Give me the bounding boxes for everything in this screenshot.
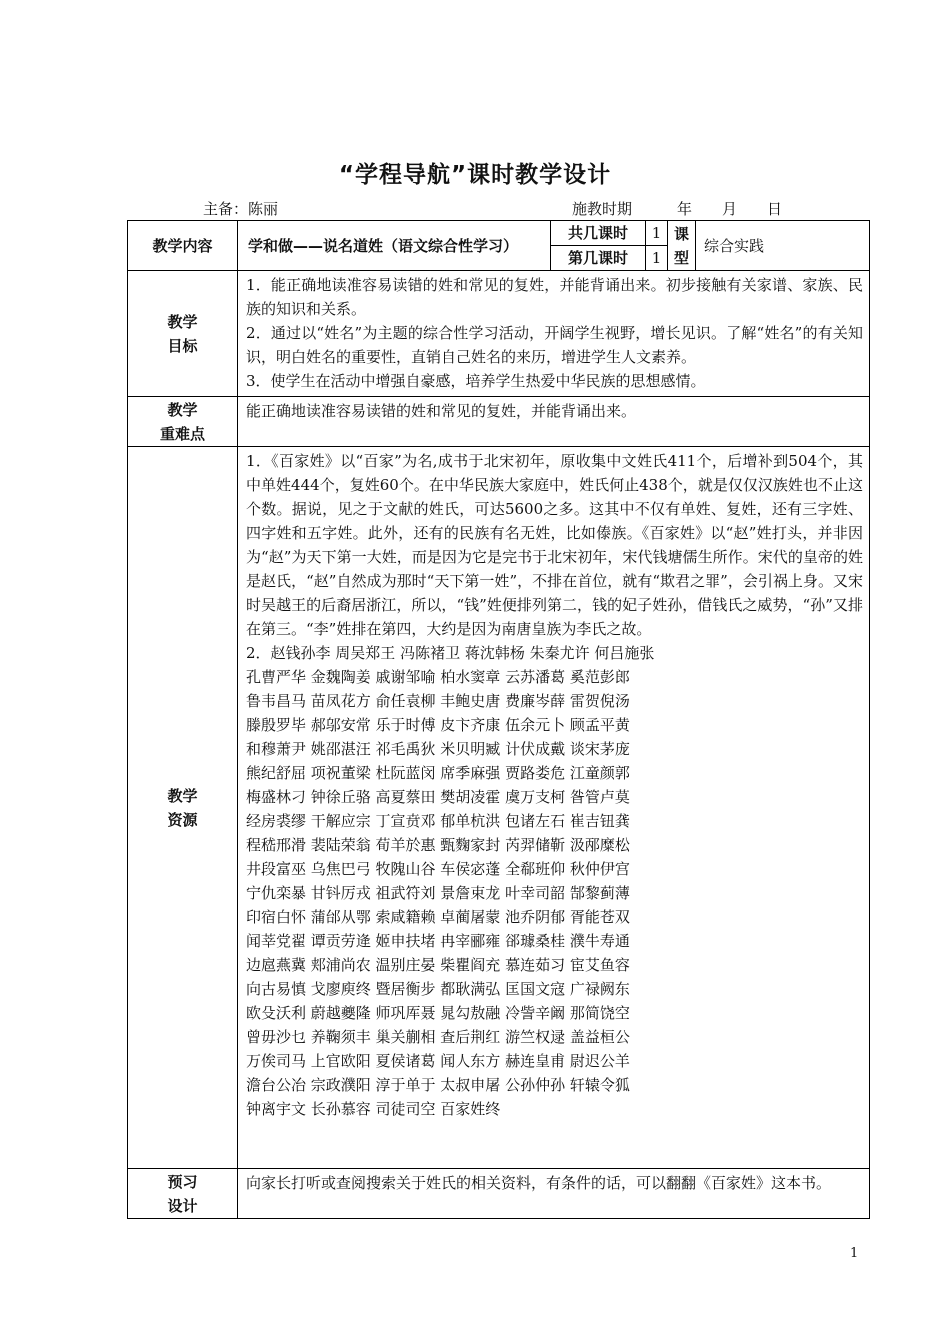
surnames-line: 闻莘党翟 谭贡劳逄 姬申扶堵 冉宰郦雍 郤璩桑桂 濮牛寿通 [246,932,630,950]
lesson-type-value: 综合实践 [696,221,870,271]
surnames-line: 2．赵钱孙李 周吴郑王 冯陈褚卫 蒋沈韩杨 朱秦尤许 何吕施张 [246,644,655,662]
surnames-line: 宁仇栾暴 甘钭厉戎 祖武符刘 景詹束龙 叶幸司韶 郜黎蓟薄 [246,884,630,902]
which-lesson-label: 第几课时 [551,246,646,271]
surnames-line: 欧殳沃利 蔚越夔隆 师巩厍聂 晁勾敖融 冷訾辛阚 那简饶空 [246,1004,630,1022]
goal-item: 1．能正确地读准容易读错的姓和常见的复姓，并能背诵出来。初步接触有关家谱、家族、民族的知识和关系。 [246,276,863,318]
preview-content: 向家长打听或查阅搜索关于姓氏的相关资料，有条件的话，可以翻翻《百家姓》这本书。 [238,1169,870,1219]
surnames-line: 和穆萧尹 姚邵湛汪 祁毛禹狄 米贝明臧 计伏成戴 谈宋茅庞 [246,740,630,758]
surnames-line: 孔曹严华 金魏陶姜 戚谢邹喻 柏水窦章 云苏潘葛 奚范彭郎 [246,668,630,686]
page-title: “学程导航”课时教学设计 [338,162,612,188]
key-points-content: 能正确地读准容易读错的姓和常见的复姓，并能背诵出来。 [238,397,870,447]
surnames-line: 万俟司马 上官欧阳 夏侯诸葛 闻人东方 赫连皇甫 尉迟公羊 [246,1052,630,1070]
goal-item: 3．使学生在活动中增强自豪感，培养学生热爱中华民族的思想感情。 [246,372,706,390]
preview-label-2: 设计 [167,1196,198,1215]
total-lessons-value: 1 [646,221,668,246]
which-lesson-value: 1 [646,246,668,271]
resources-label-1: 教学 [167,786,198,805]
author-line: 主备：陈丽 [203,200,279,218]
surnames-line: 边扈燕冀 郏浦尚农 温别庄晏 柴瞿阎充 慕连茹习 宦艾鱼容 [246,956,630,974]
preview-label-1: 预习 [167,1172,198,1191]
surnames-line: 曾毋沙乜 养鞠须丰 巢关蒯相 查后荆红 游竺权逯 盖益桓公 [246,1028,630,1046]
surnames-line: 熊纪舒屈 项祝董梁 杜阮蓝闵 席季麻强 贾路娄危 江童颜郭 [246,764,630,782]
date-line: 施教时期 年 月 日 [572,200,783,218]
surnames-line: 印宿白怀 蒲邰从鄂 索咸籍赖 卓蔺屠蒙 池乔阴郁 胥能苍双 [246,908,630,926]
surnames-line: 滕殷罗毕 郝邬安常 乐于时傅 皮卞齐康 伍余元卜 顾孟平黄 [246,716,630,734]
lesson-type-label-2: 型 [673,248,689,267]
resources-paragraph: 1．《百家姓》以“百家”为名,成书于北宋初年，原收集中文姓氏411个，后增补到504个，其中单姓444个，复姓60个。在中华民族大家庭中，姓氏何止438个，就是仅仅汉族姓也不止这个数。据说，见之于文献的姓氏，可达5600之多。这其中不仅有单姓、复姓，还有三字姓、四字姓和五字姓。此外，还有的民族有名无姓，比如傣族。《百家姓》以“赵”姓打头，并非因为“赵”为天下第一大姓，而是因为它是完书于北宋初年，宋代钱塘儒生所作。宋代的皇帝的姓是赵氏，“赵”自然成为那时“天下第一姓”，不排在首位，就有“欺君之罪”，会引祸上身。又宋时吴越王的后裔居浙江，所以，“钱”姓便排列第二，钱的妃子姓孙，借钱氏之威势，“孙”又排在第三。“李”姓排在第四，大约是因为南唐皇族为李氏之故。 [246,452,863,638]
goals-label-1: 教学 [167,312,198,331]
lesson-plan-table [127,220,870,1219]
resources-row [128,447,870,1169]
surnames-line: 钟离宇文 长孙慕容 司徒司空 百家姓终 [246,1100,501,1118]
resources-label-2: 资源 [167,810,198,829]
goal-item: 2．通过以“姓名”为主题的综合性学习活动，开阔学生视野，增长见识。了解“姓名”的有关知识，明白姓名的重要性，直销自己姓名的来历，增进学生人文素养。 [246,324,863,366]
key-points-label-1: 教学 [167,400,198,419]
surnames-line: 向古易慎 戈廖庾终 暨居衡步 都耿满弘 匡国文寇 广禄阙东 [246,980,630,998]
surnames-line: 梅盛林刁 钟徐丘骆 高夏蔡田 樊胡凌霍 虞万支柯 昝管卢莫 [246,788,630,806]
page-number: 1 [850,1246,859,1261]
content-value: 学和做——说名道姓（语文综合性学习） [238,221,551,271]
surnames-list [246,641,863,1121]
goals-content [238,271,870,397]
goals-row [128,271,870,397]
goals-label [128,271,238,397]
key-points-label [128,397,238,447]
resources-content [238,447,870,1169]
preview-row [128,1169,870,1219]
surnames-line: 井段富巫 乌焦巴弓 牧隗山谷 车侯宓蓬 全郗班仰 秋仲伊宫 [246,860,630,878]
surnames-line: 鲁韦昌马 苗凤花方 俞任袁柳 丰鲍史唐 费廉岑薛 雷贺倪汤 [246,692,630,710]
header-row-1 [128,221,870,246]
content-label: 教学内容 [128,221,238,271]
surnames-line: 经房裘缪 干解应宗 丁宣贲邓 郁单杭洪 包诸左石 崔吉钮龚 [246,812,630,830]
surnames-line: 程嵇邢滑 裴陆荣翁 荀羊於惠 甄麴家封 芮羿储靳 汲邴糜松 [246,836,630,854]
surnames-line: 澹台公冶 宗政濮阳 淳于单于 太叔申屠 公孙仲孙 轩辕令狐 [246,1076,630,1094]
goals-label-2: 目标 [167,336,198,355]
preview-label [128,1169,238,1219]
lesson-type-label-1: 课 [673,224,689,243]
resources-label [128,447,238,1169]
key-points-row [128,397,870,447]
key-points-label-2: 重难点 [159,424,205,443]
total-lessons-label: 共几课时 [551,221,646,246]
lesson-type-label [668,221,696,271]
